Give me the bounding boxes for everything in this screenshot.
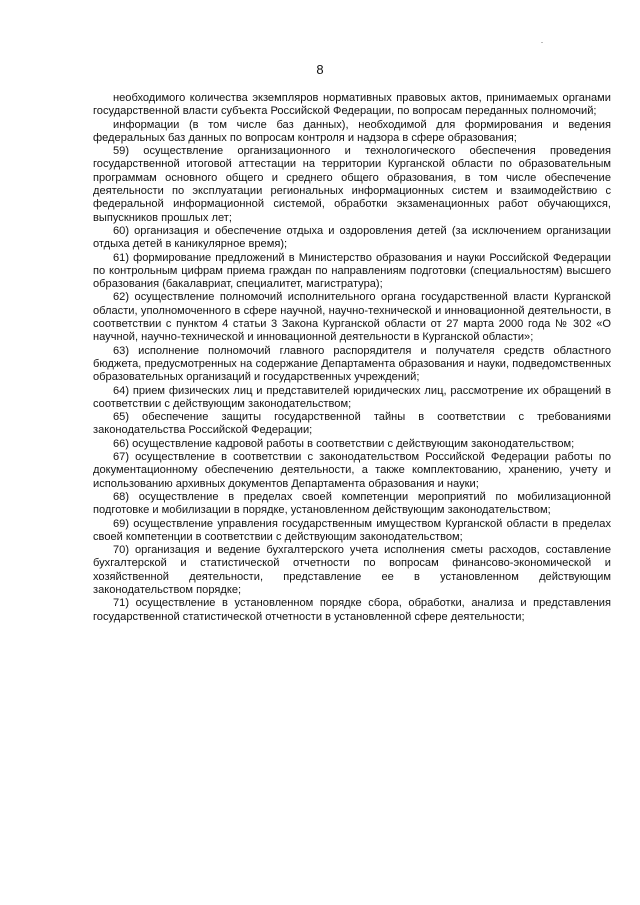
- page-number: 8: [316, 62, 324, 77]
- paragraph: 66) осуществление кадровой работы в соответствии с действующим законодательством;: [113, 437, 575, 450]
- paragraph: 60) организация и обеспечение отдыха и оздоровления детей (за исключением организации отдыха детей в каникулярное время);: [93, 224, 611, 251]
- paragraph: 62) осуществление полномочий исполнительного органа государственной власти Курганской области, уполномоченного в сфере научной, научно-технической и инновационной деятельности, в соответствии с пунктом 4 статьи 3 Закона Курганской области от 27 марта 2000 года № 302 «О научной, научно-технической и инновационной деятельности в Курганской области»;: [93, 291, 611, 344]
- document-body: [93, 92, 611, 624]
- paragraph: 68) осуществление в пределах своей компетенции мероприятий по мобилизационной подготовке и мобилизации в порядке, установленном действующим законодательством;: [93, 490, 611, 517]
- paragraph: 63) исполнение полномочий главного распорядителя и получателя средств областного бюджета, предусмотренных на содержание Департамента образования и науки, подведомственных образовательных организаций и государственных учреждений;: [93, 344, 611, 384]
- paragraph: 67) осуществление в соответствии с законодательством Российской Федерации работы по документационному обеспечению деятельности, а также комплектованию, хранению, учету и использованию архивных документов Департамента образования и науки;: [93, 451, 611, 490]
- paragraph: информации (в том числе баз данных), необходимой для формирования и ведения федеральных баз данных по вопросам контроля и надзора в сфере образования;: [93, 118, 611, 144]
- paragraph: 65) обеспечение защиты государственной тайны в соответствии с требованиями законодательства Российской Федерации;: [93, 411, 611, 437]
- paragraph: 71) осуществление в установленном порядке сбора, обработки, анализа и представления государственной статистической отчетности в установленной сфере деятельности;: [93, 597, 611, 623]
- paragraph: 64) прием физических лиц и представителей юридических лиц, рассмотрение их обращений в соответствии с действующим законодательством;: [93, 384, 611, 410]
- paragraph: 59) осуществление организационного и технологического обеспечения проведения государственной итоговой аттестации на территории Курганской области по образовательным программам основного общего и среднего общего образования, в том числе обеспечение деятельности по эксплуатации региональных информационных систем и взаимодействию с федеральной информационной системой, обработки экзаменационных работ обучающихся, выпускников прошлых лет;: [93, 145, 611, 224]
- paragraph: 69) осуществление управления государственным имуществом Курганской области в пределах своей компетенции в соответствии с действующим законодательством;: [93, 517, 611, 543]
- paragraph: 61) формирование предложений в Министерство образования и науки Российской Федерации по контрольным цифрам приема граждан по направлениям подготовки (специальностям) высшего образования (бакалавриат, специалитет, магистратура);: [93, 251, 611, 291]
- paragraph: 70) организация и ведение бухгалтерского учета исполнения сметы расходов, составление бухгалтерской и статистической отчетности по вопросам финансово-экономической и хозяйственной деятельности, представление ее в установленном действующим законодательством порядке;: [93, 544, 611, 596]
- paragraph: необходимого количества экземпляров нормативных правовых актов, принимаемых органами государственной власти субъекта Российской Федерации, по вопросам переданных полномочий;: [93, 92, 611, 118]
- scan-mark: [541, 42, 543, 43]
